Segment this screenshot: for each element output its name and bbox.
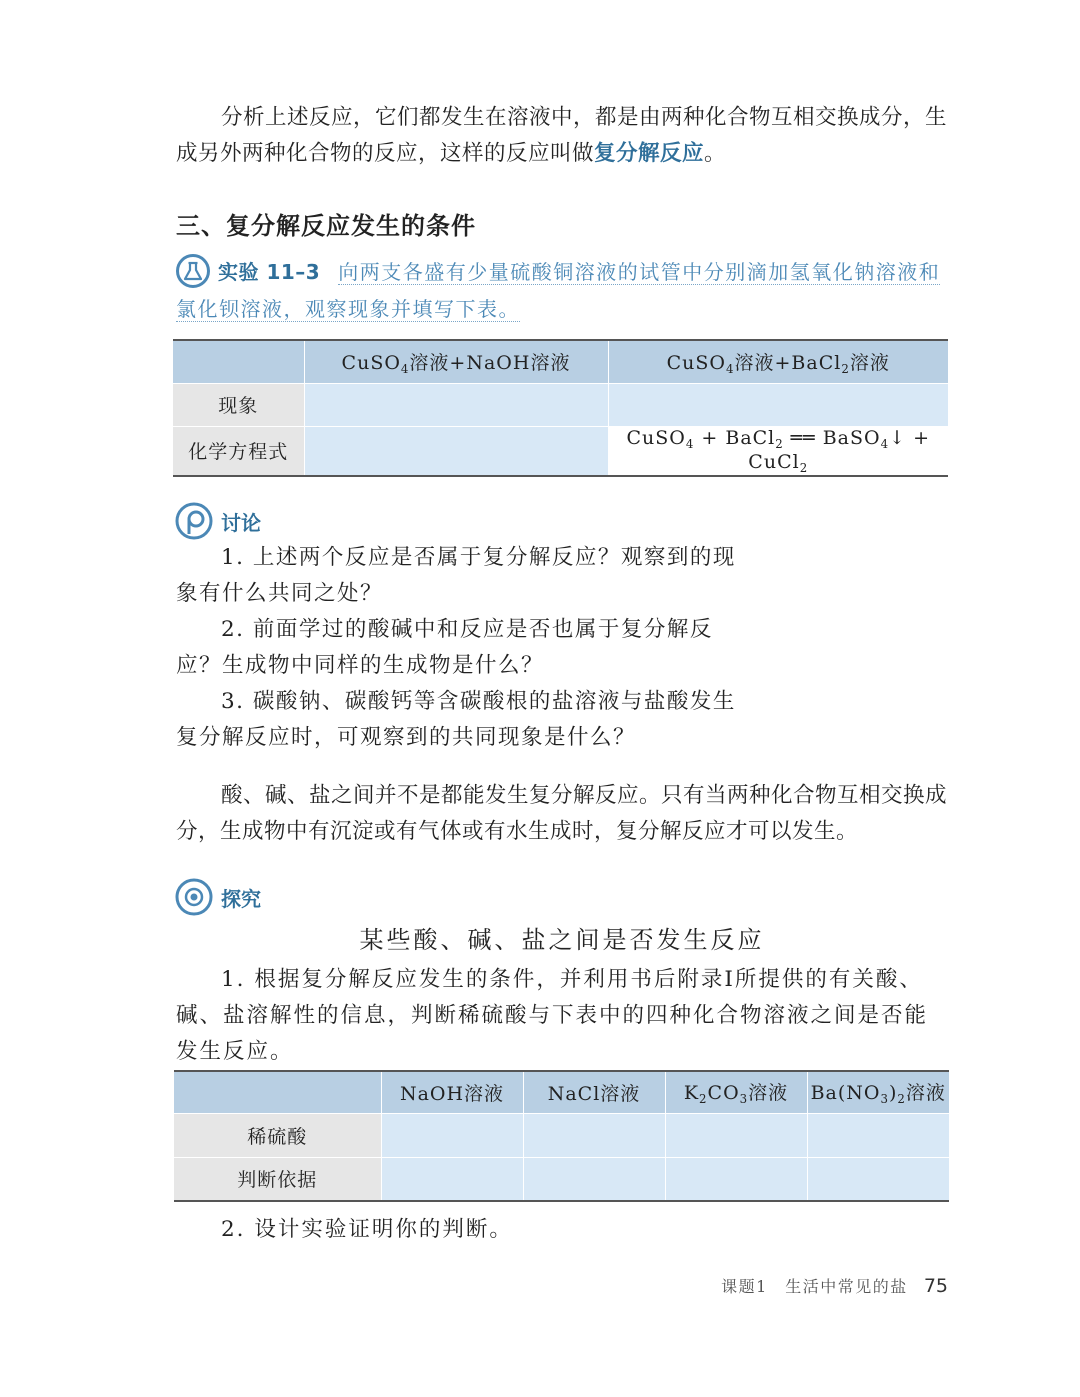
intro-period: 。 bbox=[704, 141, 727, 166]
col-header-naoh: NaOH溶液 bbox=[381, 1071, 523, 1113]
equation-cell: CuSO$_4$ + BaCl$_2$ ══ BaSO$_4$↓ + CuCl$_2$ bbox=[608, 426, 948, 476]
discussion-q3: 3. 碳酸钠、碳酸钙等含碳酸根的盐溶液与盐酸发生复分解反应时，可观察到的共同现象是什么？ bbox=[176, 689, 736, 750]
experiment-block bbox=[176, 254, 948, 327]
table-cell bbox=[807, 1157, 949, 1201]
term-double-decomposition: 复分解反应 bbox=[594, 141, 705, 166]
table-cell bbox=[381, 1157, 523, 1201]
table-row bbox=[173, 383, 948, 426]
acid-base-salt-table bbox=[174, 1070, 949, 1202]
explore-title: 探究 bbox=[221, 887, 261, 911]
page-number: 75 bbox=[923, 1275, 948, 1297]
explore-step2: 2. 设计实验证明你的判断。 bbox=[221, 1217, 513, 1242]
experiment-text: 向两支各盛有少量硫酸铜溶液的试管中分别滴加氢氧化钠溶液和氯化钡溶液，观察现象并填写下表。 bbox=[176, 260, 941, 321]
explore-heading: 某些酸、碱、盐之间是否发生反应 bbox=[359, 926, 765, 954]
row-header-equation: 化学方程式 bbox=[173, 426, 304, 476]
table-cell bbox=[665, 1113, 807, 1157]
discussion-questions bbox=[176, 540, 756, 756]
table-row bbox=[174, 1157, 949, 1201]
table-header-row bbox=[174, 1071, 949, 1113]
col-header-bacl2: CuSO$_4$溶液+BaCl$_2$溶液 bbox=[608, 340, 948, 383]
table-cell bbox=[381, 1113, 523, 1157]
row-header-dilute-sulfuric: 稀硫酸 bbox=[174, 1113, 381, 1157]
explore-icon bbox=[175, 878, 213, 916]
table-cell bbox=[304, 383, 608, 426]
table-cell bbox=[665, 1157, 807, 1201]
col-header-nacl: NaCl溶液 bbox=[523, 1071, 665, 1113]
table-cell bbox=[523, 1113, 665, 1157]
table-row bbox=[173, 426, 948, 476]
table-header-row bbox=[173, 340, 948, 383]
explore-step1: 1. 根据复分解反应发生的条件，并利用书后附录Ⅰ所提供的有关酸、碱、盐溶解性的信息，判断稀硫酸与下表中的四种化合物溶液之间是否能发生反应。 bbox=[176, 967, 929, 1064]
row-header-basis: 判断依据 bbox=[174, 1157, 381, 1201]
footer-lesson-title: 课题1 生活中常见的盐 bbox=[721, 1277, 908, 1296]
table-row bbox=[174, 1113, 949, 1157]
table-cell bbox=[807, 1113, 949, 1157]
intro-text: 分析上述反应，它们都发生在溶液中，都是由两种化合物互相交换成分，生成另外两种化合物的反应，这样的反应叫做 bbox=[176, 105, 948, 166]
page-footer bbox=[721, 1274, 948, 1297]
table-corner bbox=[174, 1071, 381, 1113]
table-cell bbox=[523, 1157, 665, 1201]
col-header-naoh: CuSO$_4$溶液+NaOH溶液 bbox=[304, 340, 608, 383]
section-heading: 三、复分解反应发生的条件 bbox=[176, 212, 476, 240]
discussion-title: 讨论 bbox=[221, 511, 261, 535]
experiment-label: 实验 11–3 bbox=[218, 260, 321, 284]
discussion-q2: 2. 前面学过的酸碱中和反应是否也属于复分解反应？生成物中同样的生成物是什么？ bbox=[176, 617, 713, 678]
table-cell bbox=[608, 383, 948, 426]
flask-icon bbox=[176, 254, 210, 288]
explore-step1-block bbox=[176, 962, 948, 1070]
row-header-phenomenon: 现象 bbox=[173, 383, 304, 426]
discussion-q1: 1. 上述两个反应是否属于复分解反应？观察到的现象有什么共同之处？ bbox=[176, 545, 736, 606]
condition-paragraph bbox=[176, 778, 948, 850]
discussion-icon bbox=[175, 502, 213, 540]
condition-text: 酸、碱、盐之间并不是都能发生复分解反应。只有当两种化合物互相交换成分，生成物中有沉淀或有气体或有水生成时，复分解反应才可以发生。 bbox=[176, 783, 948, 844]
intro-paragraph bbox=[176, 100, 948, 172]
explore-step2-block bbox=[176, 1212, 948, 1248]
table-corner bbox=[173, 340, 304, 383]
table-cell bbox=[304, 426, 608, 476]
col-header-bano32: $Ba(NO_3)_2$溶液 bbox=[807, 1071, 949, 1113]
experiment-table bbox=[173, 339, 948, 477]
col-header-k2co3: $K_2CO_3$溶液 bbox=[665, 1071, 807, 1113]
